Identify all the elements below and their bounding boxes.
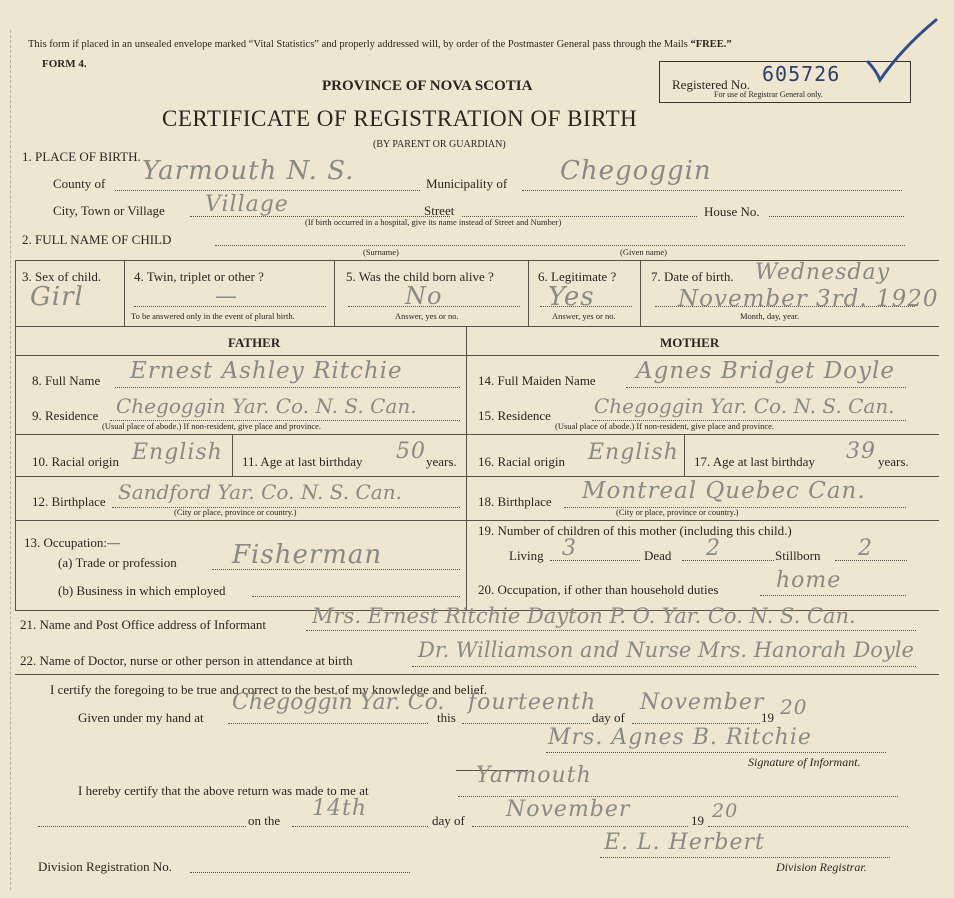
mother-birthplace-value: Montreal Quebec Can. xyxy=(582,478,866,504)
alive-note: Answer, yes or no. xyxy=(395,311,459,321)
father-name-label: 8. Full Name xyxy=(32,373,101,388)
parents-heading-line xyxy=(15,355,939,356)
twin-value: — xyxy=(215,284,238,309)
alive-value: No xyxy=(405,282,443,310)
living-line xyxy=(550,560,640,561)
certify-text: I certify the foregoing to be true and correct to the best of my knowledge and belief. xyxy=(50,682,488,697)
registrar-day-line xyxy=(292,826,428,827)
registrar-day-of-label: day of xyxy=(432,813,465,828)
legitimate-note: Answer, yes or no. xyxy=(552,311,616,321)
informant-signature-label: Signature of Informant. xyxy=(748,755,861,769)
legitimate-label: 6. Legitimate ? xyxy=(538,269,617,284)
father-trade-label: (a) Trade or profession xyxy=(58,555,177,570)
page-subtitle: (BY PARENT OR GUARDIAN) xyxy=(373,139,506,150)
informant-signature-line xyxy=(546,752,886,753)
checkmark-icon xyxy=(862,18,942,88)
mother-age-value: 39 xyxy=(846,439,876,464)
stillborn-value: 2 xyxy=(858,536,873,561)
day-of-label: day of xyxy=(592,710,625,725)
registrar-signature-line xyxy=(600,857,890,858)
registrar-text: I hereby certify that the above return was made to me at xyxy=(78,783,369,798)
father-res-label: 9. Residence xyxy=(32,408,99,423)
form-number: FORM 4. xyxy=(42,58,87,70)
grid-sep-2 xyxy=(334,260,335,326)
house-line xyxy=(769,216,904,217)
legitimate-value: Yes xyxy=(548,282,595,312)
mother-name-line xyxy=(626,387,906,388)
mother-racial-label: 16. Racial origin xyxy=(478,454,566,469)
father-row-line-3 xyxy=(15,520,466,521)
margin-line xyxy=(10,30,11,890)
father-res-value: Chegoggin Yar. Co. N. S. Can. xyxy=(116,394,417,418)
mother-birthplace-label: 18. Birthplace xyxy=(478,494,552,509)
year-prefix: 19 xyxy=(761,710,774,725)
father-birthplace-note: (City or place, province or country.) xyxy=(174,507,297,517)
mother-name-value: Agnes Bridget Doyle xyxy=(636,358,895,384)
child-name-heading: 2. FULL NAME OF CHILD xyxy=(22,232,172,247)
on-the-label: on the xyxy=(248,813,281,828)
year-value: 20 xyxy=(780,695,808,719)
twin-label: 4. Twin, triplet or other ? xyxy=(134,269,264,284)
legitimate-line xyxy=(540,306,632,307)
registrar-lead-line xyxy=(38,826,246,827)
parents-divider xyxy=(466,326,467,610)
registrar-year-line xyxy=(708,826,908,827)
mail-notice: This form if placed in an unsealed envelope marked “Vital Statistics” and properly addressed will, by order of the Postmaster General pass through the Mails “FREE.” xyxy=(28,39,732,50)
grid-sep-4 xyxy=(640,260,641,326)
doctor-value: Dr. Williamson and Nurse Mrs. Hanorah Doyle xyxy=(418,638,914,662)
province-heading: PROVINCE OF NOVA SCOTIA xyxy=(322,78,533,94)
registered-label: Registered No. xyxy=(672,77,750,92)
father-racial-label: 10. Racial origin xyxy=(32,454,120,469)
division-no-line xyxy=(190,872,410,873)
father-racial-value: English xyxy=(132,440,223,465)
mother-res-label: 15. Residence xyxy=(478,408,551,423)
father-age-value: 50 xyxy=(396,439,426,464)
doctor-line xyxy=(412,666,916,667)
date-label: 7. Date of birth. xyxy=(651,269,734,284)
mother-children-label: 19. Number of children of this mother (including this child.) xyxy=(478,523,792,538)
informant-value: Mrs. Ernest Ritchie Dayton P. O. Yar. Co. N. S. Can. xyxy=(312,604,856,628)
this-label: this xyxy=(437,710,456,725)
county-line xyxy=(115,190,420,191)
mother-res-note: (Usual place of abode.) If non-resident, give place and province. xyxy=(555,421,775,431)
grid-line-row3 xyxy=(15,326,939,327)
county-label: County of xyxy=(53,176,106,191)
county-value: Yarmouth N. S. xyxy=(142,156,355,186)
grid-left-edge xyxy=(15,260,16,610)
given-label: Given under my hand at xyxy=(78,710,204,725)
sex-value: Girl xyxy=(30,282,84,312)
informant-signature: Mrs. Agnes B. Ritchie xyxy=(548,725,812,750)
stillborn-line xyxy=(835,560,907,561)
mother-occupation-value: home xyxy=(776,568,842,593)
registrar-month-line xyxy=(472,826,688,827)
mother-row-line-1 xyxy=(466,434,939,435)
dead-label: Dead xyxy=(644,548,672,563)
child-name-line xyxy=(215,245,905,246)
division-no-label: Division Registration No. xyxy=(38,859,172,874)
place-heading: 1. PLACE OF BIRTH. xyxy=(22,149,141,164)
father-birthplace-value: Sandford Yar. Co. N. S. Can. xyxy=(118,480,402,504)
date-value: November 3rd. 1920 xyxy=(678,286,939,312)
father-business-label: (b) Business in which employed xyxy=(58,583,226,598)
informant-line xyxy=(306,630,916,631)
father-trade-value: Fisherman xyxy=(232,540,383,570)
stillborn-label: Stillborn xyxy=(775,548,821,563)
mother-name-label: 14. Full Maiden Name xyxy=(478,373,596,388)
sex-label: 3. Sex of child. xyxy=(22,269,102,284)
registrar-place: Yarmouth xyxy=(476,763,592,788)
mother-row-line-2 xyxy=(466,476,939,477)
mother-age-sep xyxy=(684,434,685,476)
father-birthplace-label: 12. Birthplace xyxy=(32,494,106,509)
father-age-label: 11. Age at last birthday xyxy=(242,454,363,469)
twin-note: To be answered only in the event of plural birth. xyxy=(131,311,295,321)
father-occupation-label: 13. Occupation:— xyxy=(24,535,121,550)
city-label: City, Town or Village xyxy=(53,203,165,218)
alive-line xyxy=(348,306,520,307)
city-value: Village xyxy=(205,192,289,217)
street-label: Street xyxy=(424,203,455,218)
date-day-value: Wednesday xyxy=(755,260,891,285)
registered-number: 605726 xyxy=(762,62,841,86)
mother-occupation-label: 20. Occupation, if other than household duties xyxy=(478,582,719,597)
mother-birthplace-note: (City or place, province or country.) xyxy=(616,507,739,517)
father-name-line xyxy=(115,387,460,388)
mother-row-line-3 xyxy=(466,520,939,521)
page-title: CERTIFICATE OF REGISTRATION OF BIRTH xyxy=(162,106,638,131)
date-line xyxy=(655,306,915,307)
living-value: 3 xyxy=(562,536,577,561)
this-day-line xyxy=(462,723,590,724)
registered-note: For use of Registrar General only. xyxy=(714,90,823,99)
mother-res-value: Chegoggin Yar. Co. N. S. Can. xyxy=(594,394,895,418)
mother-racial-value: English xyxy=(588,440,679,465)
father-row-line-2 xyxy=(15,476,466,477)
father-row-line-1 xyxy=(15,434,466,435)
father-res-note: (Usual place of abode.) If non-resident, give place and province. xyxy=(102,421,322,431)
registrar-month: November xyxy=(506,797,631,822)
father-age-sep xyxy=(232,434,233,476)
date-note: Month, day, year. xyxy=(740,311,800,321)
surname-note: (Surname) xyxy=(363,247,399,257)
grid-sep-3 xyxy=(528,260,529,326)
given-name-note: (Given name) xyxy=(620,247,667,257)
month-line xyxy=(632,723,760,724)
father-name-value: Ernest Ashley Ritchie xyxy=(130,358,403,384)
living-label: Living xyxy=(509,548,544,563)
mother-age-label: 17. Age at last birthday xyxy=(694,454,815,469)
father-business-line xyxy=(252,596,460,597)
municipality-line xyxy=(522,190,902,191)
father-age-years: years. xyxy=(426,454,457,469)
alive-label: 5. Was the child born alive ? xyxy=(346,269,494,284)
registrar-year-prefix: 19 xyxy=(691,813,704,828)
given-place-value: Chegoggin Yar. Co. xyxy=(232,690,445,715)
informant-label: 21. Name and Post Office address of Informant xyxy=(20,617,266,632)
doctor-label: 22. Name of Doctor, nurse or other person in attendance at birth xyxy=(20,653,353,668)
mother-heading: MOTHER xyxy=(660,335,720,350)
given-place-line xyxy=(228,723,428,724)
municipality-label: Municipality of xyxy=(426,176,508,191)
mother-occupation-line xyxy=(760,595,906,596)
hospital-note: (If birth occurred in a hospital, give its name instead of Street and Number) xyxy=(305,217,562,227)
father-trade-line xyxy=(212,569,460,570)
house-label: House No. xyxy=(704,204,760,219)
registrar-day: 14th xyxy=(312,796,368,821)
dead-value: 2 xyxy=(706,536,721,561)
dead-line xyxy=(682,560,774,561)
section-divider xyxy=(15,674,939,675)
registrar-year: 20 xyxy=(712,800,739,822)
this-day-value: fourteenth xyxy=(468,690,597,715)
municipality-value: Chegoggin xyxy=(560,156,712,186)
grid-sep-1 xyxy=(124,260,125,326)
mother-age-years: years. xyxy=(878,454,909,469)
registrar-signature-label: Division Registrar. xyxy=(776,860,867,874)
twin-line xyxy=(134,306,326,307)
month-value: November xyxy=(640,690,765,715)
registrar-signature: E. L. Herbert xyxy=(604,830,765,855)
father-heading: FATHER xyxy=(228,335,281,350)
